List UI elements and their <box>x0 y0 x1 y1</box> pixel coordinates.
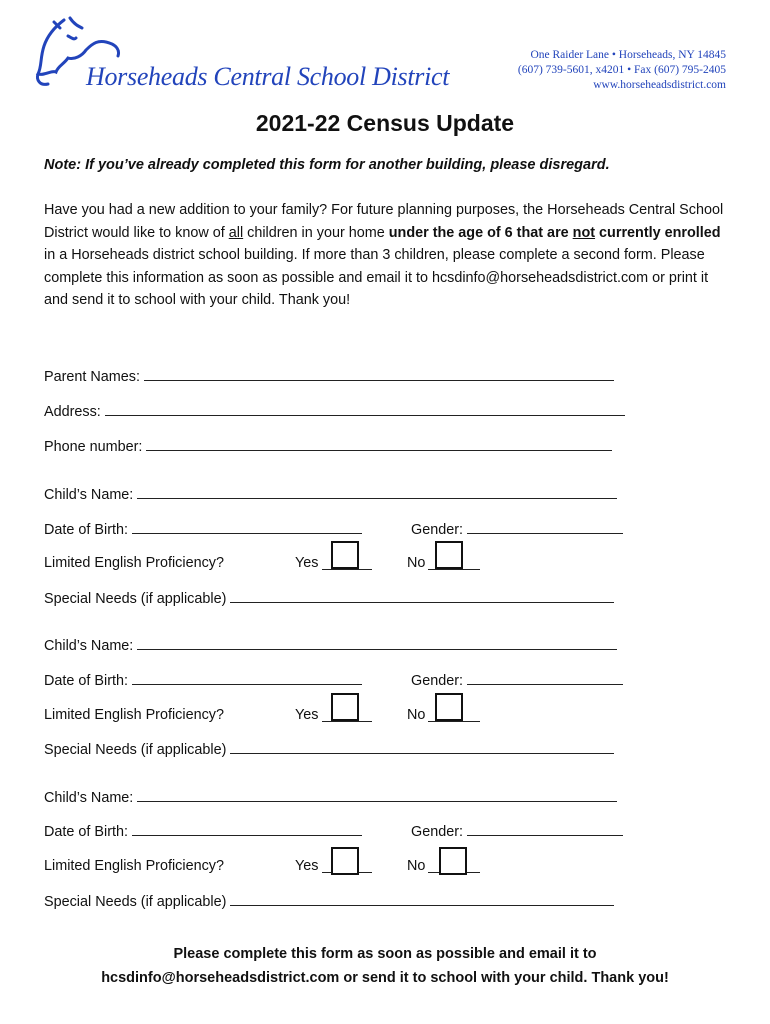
note-text: Note: If you’ve already completed this form for another building, please disregard. <box>44 157 610 173</box>
child2-name-row <box>44 637 617 654</box>
child3-no-checkbox[interactable] <box>439 847 467 875</box>
child1-lep-row <box>44 555 224 571</box>
dob-label: Date of Birth: <box>44 824 128 840</box>
child3-name-row <box>44 789 617 806</box>
child1-name-field[interactable] <box>137 486 617 499</box>
child1-yes-checkbox[interactable] <box>331 541 359 569</box>
child2-name-field[interactable] <box>137 637 617 650</box>
lep-label: Limited English Proficiency? <box>44 555 224 571</box>
child2-no-checkbox[interactable] <box>435 693 463 721</box>
child1-gender-field[interactable] <box>467 521 623 534</box>
intro-bold: under the age of 6 that are <box>388 224 573 241</box>
child1-special-field[interactable] <box>230 590 614 603</box>
child3-yes-checkbox[interactable] <box>331 847 359 875</box>
lep-label: Limited English Proficiency? <box>44 707 224 723</box>
website-link[interactable]: www.horseheadsdistrict.com <box>593 79 726 91</box>
no-label: No <box>407 858 426 874</box>
child1-name-row <box>44 486 617 503</box>
child3-special-field[interactable] <box>230 893 614 906</box>
footer-line-1: Please complete this form as soon as possible and email it to <box>173 946 597 962</box>
no-label: No <box>407 555 426 571</box>
intro-text: Have you had a new addition to your family? For future planning purposes, the Horseheads Central School District would like to know of <box>44 202 724 241</box>
address-line: One Raider Lane • Horseheads, NY 14845 <box>530 49 726 61</box>
child-name-label: Child’s Name: <box>44 790 134 806</box>
yes-label: Yes <box>295 707 319 723</box>
child3-gender-field[interactable] <box>467 823 623 836</box>
yes-label: Yes <box>295 858 319 874</box>
child-name-label: Child’s Name: <box>44 638 134 654</box>
child2-special-field[interactable] <box>230 741 614 754</box>
address-field[interactable] <box>105 403 625 416</box>
district-logo <box>34 16 454 92</box>
child3-gender-row <box>411 823 623 840</box>
lep-label: Limited English Proficiency? <box>44 858 224 874</box>
intro-paragraph <box>44 199 724 312</box>
child1-gender-row <box>411 521 623 538</box>
child3-dob-row <box>44 823 362 840</box>
footer-instructions <box>0 942 770 990</box>
child2-gender-row <box>411 672 623 689</box>
district-name: Horseheads Central School District <box>86 62 450 91</box>
special-needs-label: Special Needs (if applicable) <box>44 591 227 607</box>
phone-row <box>44 438 612 455</box>
child-name-label: Child’s Name: <box>44 487 134 503</box>
child2-yes-checkbox[interactable] <box>331 693 359 721</box>
gender-label: Gender: <box>411 522 463 538</box>
parent-names-row <box>44 368 614 385</box>
footer-line-2: hcsdinfo@horseheadsdistrict.com or send it to school with your child. Thank you! <box>101 970 669 986</box>
phone-label: Phone number: <box>44 439 143 455</box>
phone-field[interactable] <box>146 438 612 451</box>
intro-all: all <box>228 224 244 241</box>
child1-no-checkbox[interactable] <box>435 541 463 569</box>
intro-bold: currently enrolled <box>595 224 721 241</box>
no-label: No <box>407 707 426 723</box>
child3-lep-row <box>44 858 224 874</box>
child3-dob-field[interactable] <box>132 823 362 836</box>
special-needs-label: Special Needs (if applicable) <box>44 742 227 758</box>
child3-name-field[interactable] <box>137 789 617 802</box>
child2-gender-field[interactable] <box>467 672 623 685</box>
yes-label: Yes <box>295 555 319 571</box>
address-row <box>44 403 625 420</box>
phone-line: (607) 739-5601, x4201 • Fax (607) 795-2405 <box>517 64 726 76</box>
address-label: Address: <box>44 404 101 420</box>
child1-special-row <box>44 590 614 607</box>
dob-label: Date of Birth: <box>44 673 128 689</box>
child2-dob-row <box>44 672 362 689</box>
parent-names-field[interactable] <box>144 368 614 381</box>
gender-label: Gender: <box>411 673 463 689</box>
contact-block <box>518 48 726 93</box>
special-needs-label: Special Needs (if applicable) <box>44 894 227 910</box>
child1-dob-row <box>44 521 362 538</box>
parent-names-label: Parent Names: <box>44 369 140 385</box>
intro-text: in a Horseheads district school building. If more than 3 children, please complete a second form. Please complete this information as soon as possible and email it to hcsdinfo@horseheadsdistrict.com or print it and send it to school with your child. Thank you! <box>44 247 709 308</box>
intro-not: not <box>572 224 596 241</box>
gender-label: Gender: <box>411 824 463 840</box>
child2-lep-row <box>44 707 224 723</box>
page-title: 2021-22 Census Update <box>255 110 515 136</box>
child2-dob-field[interactable] <box>132 672 362 685</box>
dob-label: Date of Birth: <box>44 522 128 538</box>
child2-special-row <box>44 741 614 758</box>
child3-special-row <box>44 893 614 910</box>
child1-dob-field[interactable] <box>132 521 362 534</box>
intro-text: children in your home <box>243 224 389 241</box>
